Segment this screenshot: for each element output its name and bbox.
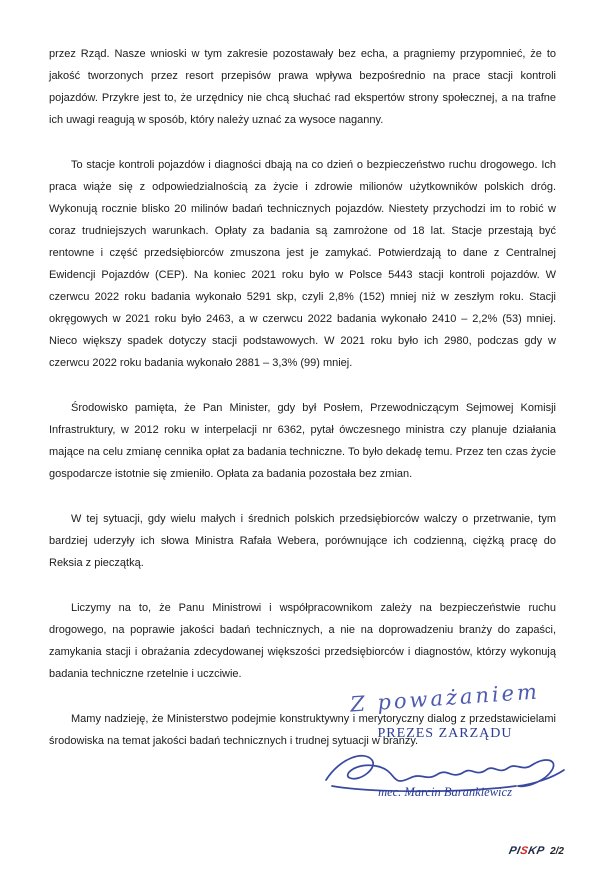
letter-paragraph: W tej sytuacji, gdy wielu małych i średnich polskich przedsiębiorców walczy o przetrwanie, tym bardziej uderzyły ich słowa Ministra Rafała Webera, porównujące ich codzienną, ciężką pracę do Reksia z pieczątką. [49, 513, 556, 569]
letter-paragraph: przez Rząd. Nasze wnioski w tym zakresie pozostawały bez echa, a pragniemy przypomnieć, że to jakość tworzonych przez resort przepisów prawa wpływa bezpośrednio na prace stacji kontroli pojazdów. Przykre jest to, że urzędnicy nie chcą słuchać rad ekspertów strony społecznej, a na trafne ich uwagi reagują w sposób, który należy uznać za wysoce naganny. [49, 48, 556, 126]
logo-text: KP [526, 845, 546, 857]
piskp-logo [507, 845, 545, 857]
letter-paragraph: Środowisko pamięta, że Pan Minister, gdy był Posłem, Przewodniczącym Sejmowej Komisji Infrastruktury, w 2012 roku w interpelacji nr 6362, pytał ówczesnego ministra czy planuje działania mające na celu zmianę cennika opłat za badania techniczne. To było dekadę temu. Przez ten czas życie gospodarcze istotnie się zmieniło. Opłata za badania pozostała bez zmian. [49, 402, 556, 480]
signer-name: mec. Marcin Barankiewicz [378, 785, 512, 799]
letter-paragraph: To stacje kontroli pojazdów i diagności dbają na co dzień o bezpieczeństwo ruchu drogowego. Ich praca wiąże się z odpowiedzialnością za życie i zdrowie milionów użytkowników polskich dróg. Wykonują rocznie blisko 20 milinów badań technicznych pojazdów. Niestety przychodzi im to robić w coraz trudniejszych warunkach. Opłaty za badania są zamrożone od 18 lat. Stacje przestają być rentowne i część przedsiębiorców zmuszona jest je zamykać. Potwierdzają to dane z Centralnej Ewidencji Pojazdów (CEP). Na koniec 2021 roku było w Polsce 5443 stacji kontroli pojazdów. W czerwcu 2022 roku badania wykonało 5291 skp, czyli 2,8% (152) mniej niż w zeszłym roku. Stacji okręgowych w 2021 roku było 2463, a w czerwcu 2022 badania wykonało 2410 – 2,2% (53) mniej. Nieco większy spadek dotyczy stacji podstawowych. W 2021 roku było ich 2980, podczas gdy w czerwcu 2022 roku badania wykonało 2881 – 3,3% (99) mniej. [49, 159, 556, 369]
logo-text: PI [507, 845, 522, 857]
signer-title: PREZES ZARZĄDU [377, 726, 513, 741]
closing-block [320, 679, 570, 814]
handwritten-salutation: Z poważaniem [349, 679, 541, 717]
page-footer [509, 845, 564, 857]
letter-paragraph: Mamy nadzieję, że Ministerstwo podejmie konstruktywny i merytoryczny dialog z przedstawicielami środowiska na temat jakości badań technicznych i trudnej sytuacji w branży. [49, 713, 556, 747]
logo-accent-letter: S [518, 845, 530, 857]
page-number: 2/2 [550, 846, 564, 857]
letter-paragraph: Liczymy na to, że Panu Ministrowi i współpracownikom zależy na bezpieczeństwie ruchu drogowego, na poprawie jakości badań technicznych, a nie na doprowadzeniu branży do zapaści, zamykania stacji i obrażania zdecydowanej większości przedsiębiorców i diagnostów, którzy wykonują badania techniczne rzetelnie i uczciwie. [49, 602, 556, 680]
signature-area [320, 744, 570, 814]
letter-body [49, 43, 556, 775]
